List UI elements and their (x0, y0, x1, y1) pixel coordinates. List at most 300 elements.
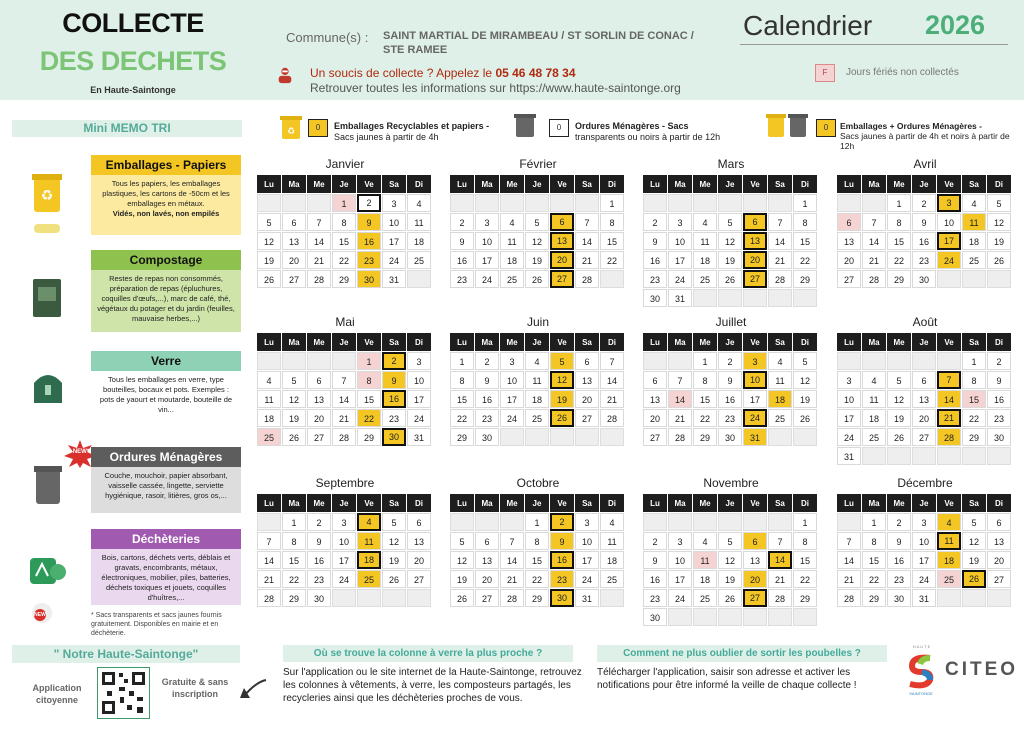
day-cell: 7 (307, 213, 331, 231)
day-cell: 19 (450, 570, 474, 588)
day-cell: 3 (837, 371, 861, 389)
day-cell: 18 (768, 390, 792, 408)
day-cell: 8 (793, 532, 817, 550)
day-cell: 15 (357, 390, 381, 408)
day-cell: 28 (768, 589, 792, 607)
empty-cell (307, 352, 331, 370)
empty-cell (743, 194, 767, 212)
day-cell: 12 (887, 390, 911, 408)
empty-cell (718, 608, 742, 626)
day-cell: 14 (862, 232, 886, 250)
day-cell: 6 (643, 371, 667, 389)
day-cell: 18 (257, 409, 281, 427)
day-cell: 21 (500, 570, 524, 588)
day-cell: 8 (962, 371, 986, 389)
dechetterie-icon (28, 548, 68, 588)
empty-cell (768, 289, 792, 307)
day-cell: 11 (962, 213, 986, 231)
day-cell: 8 (887, 213, 911, 231)
day-cell: 10 (668, 232, 692, 250)
grey-bin-icon (513, 111, 537, 139)
day-cell: 26 (550, 409, 574, 427)
weekday-header: Di (407, 333, 431, 351)
day-cell: 6 (307, 371, 331, 389)
day-cell: 4 (525, 352, 549, 370)
day-cell: 21 (600, 390, 624, 408)
day-cell: 20 (575, 390, 599, 408)
day-cell: 15 (962, 390, 986, 408)
website-line[interactable]: Retrouver toutes les informations sur https://www.haute-saintonge.org (310, 81, 681, 95)
day-cell: 16 (987, 390, 1011, 408)
day-cell: 30 (307, 589, 331, 607)
month-name: Juin (526, 315, 549, 329)
day-cell: 29 (282, 589, 306, 607)
empty-cell (257, 513, 281, 531)
empty-cell (357, 589, 381, 607)
weekday-header: Ve (937, 333, 961, 351)
day-cell: 29 (887, 270, 911, 288)
day-cell: 8 (600, 213, 624, 231)
day-cell: 27 (575, 409, 599, 427)
day-cell: 20 (282, 251, 306, 269)
day-cell: 21 (332, 409, 356, 427)
empty-cell (768, 194, 792, 212)
day-cell: 2 (450, 213, 474, 231)
haute-saintonge-logo-icon (900, 648, 942, 692)
day-cell: 3 (407, 352, 431, 370)
day-cell: 4 (693, 532, 717, 550)
day-cell: 27 (837, 270, 861, 288)
day-cell: 2 (887, 513, 911, 531)
day-cell: 21 (768, 251, 792, 269)
calendar-year: 2026 (925, 10, 986, 40)
day-cell: 10 (575, 532, 599, 550)
day-cell: 3 (668, 532, 692, 550)
day-cell: 11 (357, 532, 381, 550)
day-cell: 5 (257, 213, 281, 231)
day-cell: 13 (550, 232, 574, 250)
empty-cell (862, 352, 886, 370)
day-cell: 7 (837, 532, 861, 550)
grey-waste-bin-icon (32, 462, 64, 506)
day-cell: 6 (912, 371, 936, 389)
weekday-header: Sa (768, 333, 792, 351)
day-cell: 22 (862, 570, 886, 588)
day-cell: 16 (887, 551, 911, 569)
day-cell: 2 (643, 532, 667, 550)
day-cell: 16 (643, 251, 667, 269)
day-cell: 14 (937, 390, 961, 408)
day-cell: 11 (862, 390, 886, 408)
day-cell: 30 (475, 428, 499, 446)
day-cell: 23 (382, 409, 406, 427)
day-cell: 17 (668, 251, 692, 269)
day-cell: 21 (668, 409, 692, 427)
empty-cell (862, 194, 886, 212)
day-cell: 20 (837, 251, 861, 269)
weekday-header: Me (307, 333, 331, 351)
month-name: Janvier (325, 157, 365, 171)
day-cell: 9 (307, 532, 331, 550)
section-compostage-text: Restes de repas non consommés, préparation de repas (épluchures, coquilles d'œufs,...), marc de café, thé, végétaux du potager et du jardin (feuilles, mauvaise herbes,...) (91, 270, 241, 332)
day-cell: 1 (862, 513, 886, 531)
day-cell: 22 (693, 409, 717, 427)
day-cell: 28 (575, 270, 599, 288)
day-cell: 5 (550, 352, 574, 370)
day-cell: 24 (332, 570, 356, 588)
weekday-header: Je (525, 175, 549, 193)
empty-cell (550, 194, 574, 212)
day-cell: 20 (475, 570, 499, 588)
day-cell: 24 (382, 251, 406, 269)
weekday-header: Me (500, 175, 524, 193)
weekday-header: Ve (357, 175, 381, 193)
day-cell: 15 (862, 551, 886, 569)
empty-cell (500, 513, 524, 531)
day-cell: 27 (643, 428, 667, 446)
empty-cell (500, 194, 524, 212)
day-cell: 3 (382, 194, 406, 212)
day-cell: 2 (357, 194, 381, 212)
weekday-header: Ve (937, 175, 961, 193)
weekday-header: Ma (862, 494, 886, 512)
day-cell: 3 (500, 352, 524, 370)
day-cell: 15 (332, 232, 356, 250)
day-cell: 4 (962, 194, 986, 212)
day-cell: 12 (450, 551, 474, 569)
empty-cell (793, 428, 817, 446)
day-cell: 7 (862, 213, 886, 231)
day-cell: 17 (475, 251, 499, 269)
day-cell: 22 (450, 409, 474, 427)
citeo-logo: CITEO (945, 659, 1019, 680)
weekday-header: Ma (282, 175, 306, 193)
day-cell: 7 (575, 213, 599, 231)
weekday-header: Me (307, 494, 331, 512)
day-cell: 29 (525, 589, 549, 607)
day-cell: 4 (407, 194, 431, 212)
day-cell: 10 (912, 532, 936, 550)
day-cell: 25 (937, 570, 961, 588)
day-cell: 13 (475, 551, 499, 569)
day-cell: 23 (643, 589, 667, 607)
empty-cell (718, 513, 742, 531)
weekday-header: Me (887, 333, 911, 351)
day-cell: 14 (768, 551, 792, 569)
day-cell: 2 (307, 513, 331, 531)
day-cell: 18 (600, 551, 624, 569)
day-cell: 20 (743, 570, 767, 588)
day-cell: 30 (357, 270, 381, 288)
day-cell: 29 (793, 589, 817, 607)
day-cell: 1 (282, 513, 306, 531)
day-cell: 8 (793, 213, 817, 231)
day-cell: 28 (257, 589, 281, 607)
day-cell: 23 (307, 570, 331, 588)
recycling-bin-icon (30, 170, 66, 214)
weekday-header: Lu (257, 333, 281, 351)
day-cell: 8 (450, 371, 474, 389)
day-cell: 4 (257, 371, 281, 389)
weekday-header: Je (332, 494, 356, 512)
empty-cell (793, 289, 817, 307)
day-cell: 24 (668, 589, 692, 607)
weekday-header: Me (307, 175, 331, 193)
weekday-header: Di (987, 175, 1011, 193)
day-cell: 18 (407, 232, 431, 250)
empty-cell (962, 447, 986, 465)
section-emballages-text: Tous les papiers, les emballages plastiques, les cartons de -50cm et les emballages en métaux. Vidés, non lavés, non empilés (91, 175, 241, 235)
weekday-header: Ma (475, 333, 499, 351)
phone-number[interactable]: 05 46 48 78 34 (495, 66, 576, 80)
day-cell: 4 (357, 513, 381, 531)
day-cell: 30 (550, 589, 574, 607)
day-cell: 10 (500, 371, 524, 389)
day-cell: 19 (987, 232, 1011, 250)
day-cell: 24 (937, 251, 961, 269)
weekday-header: Di (987, 494, 1011, 512)
day-cell: 29 (862, 589, 886, 607)
empty-cell (575, 428, 599, 446)
day-cell: 10 (475, 232, 499, 250)
day-cell: 2 (718, 352, 742, 370)
day-cell: 26 (282, 428, 306, 446)
day-cell: 29 (332, 270, 356, 288)
day-cell: 18 (937, 551, 961, 569)
day-cell: 21 (768, 570, 792, 588)
day-cell: 10 (668, 551, 692, 569)
weekday-header: Sa (575, 494, 599, 512)
day-cell: 20 (307, 409, 331, 427)
month-name: Novembre (703, 476, 759, 490)
faq-q1: Où se trouve la colonne à verre la plus proche ? (283, 645, 573, 662)
day-cell: 12 (282, 390, 306, 408)
month-name: Octobre (516, 476, 560, 490)
weekday-header: Lu (643, 175, 667, 193)
hs-logo-sub: SAINTONGE (909, 691, 933, 696)
faq-a1: Sur l'application ou le site internet de la Haute-Saintonge, retrouvez les colonnes à vêtements, à verre, les composteurs partagés, les recycleries ainsi que les déchèteries proches de vous. (283, 667, 582, 704)
day-cell: 14 (575, 232, 599, 250)
empty-cell (718, 289, 742, 307)
day-cell: 14 (307, 232, 331, 250)
day-cell: 13 (987, 532, 1011, 550)
day-cell: 17 (382, 232, 406, 250)
day-cell: 5 (282, 371, 306, 389)
day-cell: 1 (962, 352, 986, 370)
commune-label: Commune(s) : (286, 30, 369, 45)
day-cell: 11 (257, 390, 281, 408)
empty-cell (307, 194, 331, 212)
day-cell: 24 (475, 270, 499, 288)
day-cell: 21 (837, 570, 861, 588)
day-cell: 15 (600, 232, 624, 250)
day-cell: 17 (743, 390, 767, 408)
day-cell: 18 (500, 251, 524, 269)
day-cell: 28 (937, 428, 961, 446)
day-cell: 16 (718, 390, 742, 408)
day-cell: 18 (693, 251, 717, 269)
weekday-header: Lu (837, 175, 861, 193)
empty-cell (693, 608, 717, 626)
phone-support-icon (276, 66, 294, 84)
day-cell: 19 (525, 251, 549, 269)
legend-combo-swatch: 0 (816, 119, 836, 137)
day-cell: 6 (987, 513, 1011, 531)
day-cell: 24 (407, 409, 431, 427)
day-cell: 25 (862, 428, 886, 446)
title-divider (740, 44, 1008, 45)
day-cell: 21 (937, 409, 961, 427)
day-cell: 18 (962, 232, 986, 250)
empty-cell (257, 194, 281, 212)
day-cell: 17 (407, 390, 431, 408)
day-cell: 14 (837, 551, 861, 569)
weekday-header: Di (600, 333, 624, 351)
day-cell: 4 (862, 371, 886, 389)
weekday-header: Je (912, 333, 936, 351)
weekday-header: Ve (550, 333, 574, 351)
qr-code-icon[interactable] (97, 667, 150, 719)
day-cell: 23 (475, 409, 499, 427)
day-cell: 23 (912, 251, 936, 269)
day-cell: 19 (257, 251, 281, 269)
weekday-header: Ma (282, 333, 306, 351)
weekday-header: Je (912, 494, 936, 512)
day-cell: 22 (525, 570, 549, 588)
day-cell: 16 (475, 390, 499, 408)
day-cell: 28 (668, 428, 692, 446)
day-cell: 1 (357, 352, 381, 370)
empty-cell (693, 513, 717, 531)
day-cell: 20 (550, 251, 574, 269)
day-cell: 6 (282, 213, 306, 231)
empty-cell (575, 194, 599, 212)
day-cell: 15 (887, 232, 911, 250)
day-cell: 31 (407, 428, 431, 446)
empty-cell (743, 513, 767, 531)
day-cell: 17 (912, 551, 936, 569)
day-cell: 12 (718, 551, 742, 569)
day-cell: 18 (525, 390, 549, 408)
day-cell: 10 (382, 213, 406, 231)
day-cell: 11 (407, 213, 431, 231)
day-cell: 16 (382, 390, 406, 408)
empty-cell (768, 608, 792, 626)
day-cell: 26 (525, 270, 549, 288)
empty-cell (668, 194, 692, 212)
day-cell: 26 (718, 589, 742, 607)
day-cell: 22 (282, 570, 306, 588)
weekday-header: Sa (768, 494, 792, 512)
svg-text:♻: ♻ (286, 127, 296, 137)
empty-cell (668, 513, 692, 531)
day-cell: 19 (962, 551, 986, 569)
day-cell: 15 (693, 390, 717, 408)
month-name: Février (519, 157, 557, 171)
day-cell: 11 (525, 371, 549, 389)
day-cell: 30 (718, 428, 742, 446)
day-cell: 3 (668, 213, 692, 231)
day-cell: 31 (382, 270, 406, 288)
day-cell: 25 (768, 409, 792, 427)
day-cell: 27 (550, 270, 574, 288)
weekday-header: Lu (257, 494, 281, 512)
day-cell: 16 (550, 551, 574, 569)
day-cell: 13 (643, 390, 667, 408)
day-cell: 16 (643, 570, 667, 588)
day-cell: 12 (525, 232, 549, 250)
weekday-header: Ve (937, 494, 961, 512)
app-band: " Notre Haute-Saintonge" (12, 645, 240, 663)
empty-cell (768, 513, 792, 531)
empty-cell (668, 352, 692, 370)
day-cell: 16 (450, 251, 474, 269)
day-cell: 28 (600, 409, 624, 427)
empty-cell (500, 428, 524, 446)
weekday-header: Di (600, 175, 624, 193)
weekday-header: Je (525, 494, 549, 512)
day-cell: 15 (450, 390, 474, 408)
day-cell: 6 (575, 352, 599, 370)
empty-cell (600, 428, 624, 446)
weekday-header: Sa (962, 333, 986, 351)
day-cell: 7 (332, 371, 356, 389)
day-cell: 30 (643, 608, 667, 626)
weekday-header: Lu (643, 494, 667, 512)
day-cell: 12 (550, 371, 574, 389)
day-cell: 28 (500, 589, 524, 607)
day-cell: 5 (718, 532, 742, 550)
day-cell: 7 (768, 532, 792, 550)
day-cell: 1 (450, 352, 474, 370)
day-cell: 4 (768, 352, 792, 370)
glass-container-icon (30, 365, 66, 405)
empty-cell (793, 608, 817, 626)
empty-cell (962, 270, 986, 288)
empty-cell (450, 194, 474, 212)
day-cell: 5 (525, 213, 549, 231)
day-cell: 11 (937, 532, 961, 550)
day-cell: 24 (743, 409, 767, 427)
day-cell: 9 (450, 232, 474, 250)
day-cell: 5 (962, 513, 986, 531)
day-cell: 23 (550, 570, 574, 588)
month-name: Septembre (315, 476, 375, 490)
day-cell: 1 (693, 352, 717, 370)
weekday-header: Lu (450, 175, 474, 193)
day-cell: 22 (887, 251, 911, 269)
day-cell: 5 (793, 352, 817, 370)
empty-cell (407, 270, 431, 288)
weekday-header: Ma (668, 494, 692, 512)
section-verre-text: Tous les emballages en verre, type bouteilles, bocaux et pots. Exemples : pots de yaourt et moutarde, bouteille de vin... (91, 371, 241, 429)
day-cell: 16 (357, 232, 381, 250)
day-cell: 6 (407, 513, 431, 531)
empty-cell (743, 608, 767, 626)
day-cell: 27 (743, 589, 767, 607)
day-cell: 24 (575, 570, 599, 588)
legend-item2: Ordures Ménagères - Sacs transparents ou noirs à partir de 12h (575, 121, 721, 142)
day-cell: 25 (693, 270, 717, 288)
day-cell: 10 (837, 390, 861, 408)
weekday-header: Je (912, 175, 936, 193)
day-cell: 16 (307, 551, 331, 569)
day-cell: 1 (887, 194, 911, 212)
day-cell: 5 (450, 532, 474, 550)
ferie-swatch: F (815, 64, 835, 82)
legend-item1: Emballages Recyclables et papiers - Sacs jaunes à partir de 4h (334, 121, 490, 142)
day-cell: 4 (693, 213, 717, 231)
